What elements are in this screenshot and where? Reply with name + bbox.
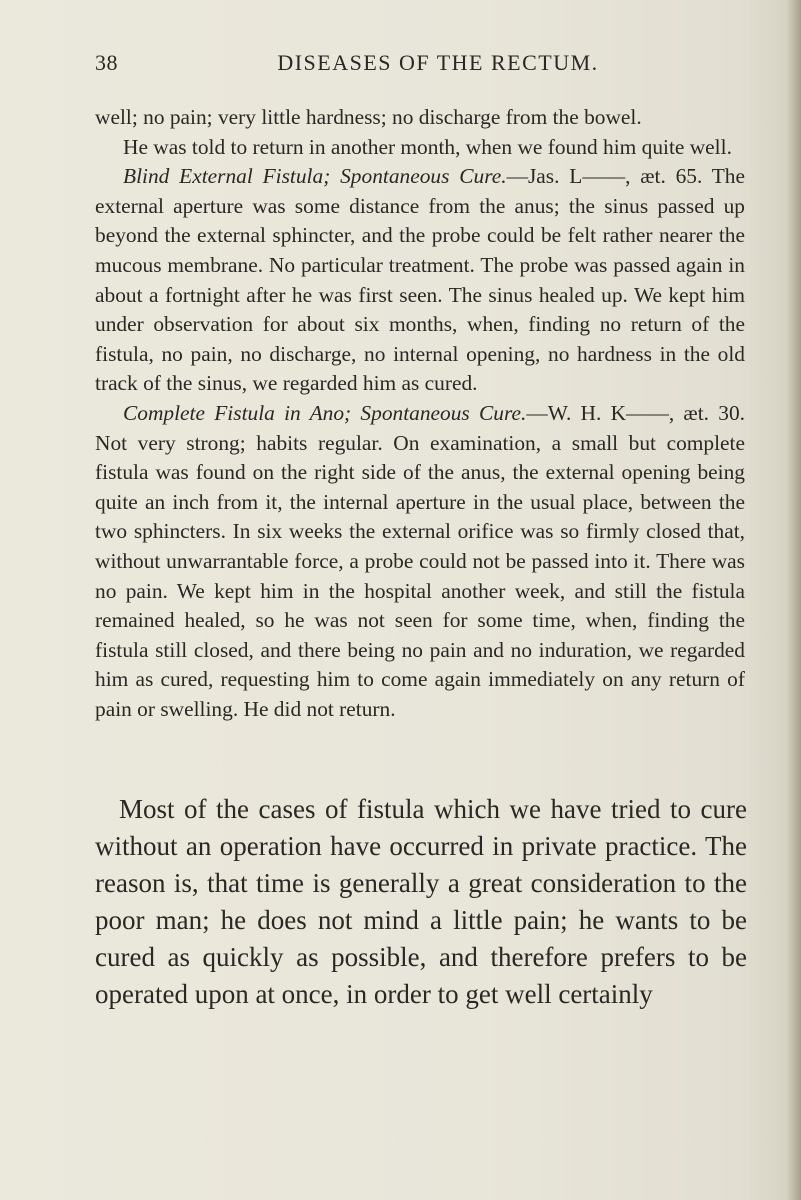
case-title: Blind External Fistula; Spontaneous Cure.: [123, 164, 507, 189]
case-complete-fistula: [95, 399, 745, 725]
page-edge-shadow: [787, 0, 801, 1200]
case-text: —W. H. K——, æt. 30. Not very strong; habits regular. On examination, a small but complete fistula was found on the right side of the anus, the external opening being quite an inch from it, the internal aperture in the usual place, between the two sphincters. In six weeks the external orifice was so firmly closed that, without unwarrantable force, a probe could not be passed into it. There was no pain. We kept him in the hospital another week, and still the fistula remained healed, so he was not seen for some time, when, finding the fistula still closed, and there being no pain and no induration, we regarded him as cured, requesting him to come again immediately on any return of pain or swelling. He did not return.: [95, 400, 745, 721]
paragraph-private-practice: Most of the cases of fistula which we have tried to cure without an operation have occurred in private practice. The reason is, that time is generally a great consideration to the poor man; he does not mind a little pain; he wants to be cured as quickly as possible, and therefore prefers to be operated upon at once, in order to get well certainly: [95, 794, 747, 1009]
body-text: [95, 103, 745, 724]
case-blind-external-fistula: [95, 162, 745, 399]
large-print-paragraph: [95, 791, 747, 1013]
running-title: DISEASES OF THE RECTUM.: [277, 50, 599, 75]
paragraph-continuation: well; no pain; very little hardness; no discharge from the bowel.: [95, 105, 642, 129]
page-header: [95, 50, 741, 80]
page-number: 38: [95, 50, 118, 75]
case-title: Complete Fistula in Ano; Spontaneous Cure.: [123, 400, 527, 425]
paragraph-follow-up: He was told to return in another month, when we found him quite well.: [123, 134, 732, 159]
case-text: —Jas. L——, æt. 65. The external aperture was some distance from the anus; the sinus passed up beyond the external sphincter, and the probe could be felt rather nearer the mucous membrane. No particular treatment. The probe was passed again in about a fortnight after he was first seen. The sinus healed up. We kept him under observation for about six months, when, finding no return of the fistula, no pain, no discharge, no internal opening, no hardness in the old track of the sinus, we regarded him as cured.: [95, 164, 745, 396]
